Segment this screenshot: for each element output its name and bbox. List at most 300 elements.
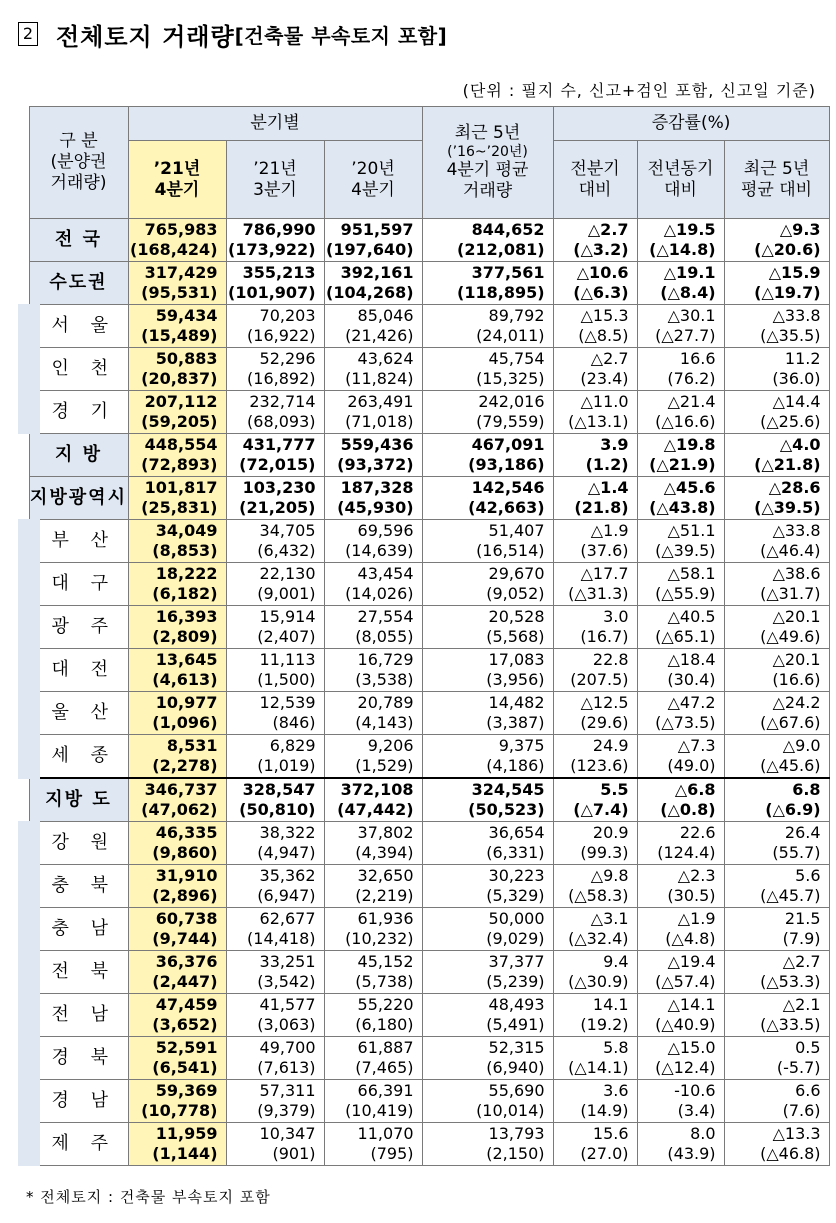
cell-vs-y [637,520,724,563]
cell-q21-4 [128,563,226,606]
value-total: △24.2 [772,693,821,712]
cell-vs-avg [724,994,829,1037]
region-label: 충 남 [29,908,128,951]
value-total: △20.1 [772,650,821,669]
value-total: △2.7 [587,220,629,239]
cell-q21-4 [128,692,226,735]
value-total: 232,714 [249,392,316,411]
value-presale: (4,394) [355,843,414,862]
value-total: △6.8 [674,780,716,799]
cell-vs-y [637,391,724,434]
cell-q21-3 [226,865,324,908]
value-presale: (4,143) [355,713,414,732]
cell-q21-3 [226,692,324,735]
cell-q21-3 [226,951,324,994]
value-presale: (118,895) [457,283,545,302]
value-total: △13.3 [772,1124,821,1143]
value-total: △4.0 [779,435,821,454]
cell-q20-4 [324,434,422,477]
value-total: 43,624 [357,349,414,368]
value-presale: (21,426) [345,326,414,345]
cell-avg5 [422,778,553,822]
value-total: △14.1 [667,995,716,1014]
value-total: 43,454 [357,564,414,583]
value-total: 3.9 [600,435,629,454]
cell-vs-y [637,262,724,305]
value-presale: (△55.9) [655,584,716,603]
value-total: △47.2 [667,693,716,712]
value-presale: (△53.3) [760,972,821,991]
cell-vs-avg [724,1080,829,1123]
cell-q20-4 [324,994,422,1037]
cell-avg5 [422,305,553,348]
value-presale: (△32.4) [568,929,629,948]
value-presale: (124.4) [657,843,716,862]
cell-avg5 [422,865,553,908]
cell-vs-y [637,908,724,951]
cell-vs-q [553,391,637,434]
cell-q21-3 [226,219,324,262]
cell-q21-4 [128,649,226,692]
value-presale: (43.9) [667,1144,716,1163]
value-total: △33.8 [772,306,821,325]
value-total: △20.1 [772,607,821,626]
value-presale: (7,613) [257,1058,316,1077]
table-row [29,305,829,348]
cell-avg5 [422,563,553,606]
cell-vs-q [553,1037,637,1080]
cell-vs-q [553,865,637,908]
cell-q20-4 [324,1123,422,1166]
value-presale: (△39.5) [754,498,821,517]
value-total: 51,407 [488,521,545,540]
value-presale: (△46.4) [760,541,821,560]
cell-vs-avg [724,563,829,606]
cell-vs-avg [724,606,829,649]
header-vs-prev-quarter: 전분기 대비 [553,141,637,219]
value-total: 6.8 [792,780,821,799]
cell-q21-4 [128,391,226,434]
value-total: △15.3 [580,306,629,325]
cell-vs-y [637,822,724,865]
value-presale: (△19.7) [754,283,821,302]
value-presale: (△25.6) [760,412,821,431]
cell-q21-3 [226,477,324,520]
cell-q21-4 [128,1123,226,1166]
cell-q20-4 [324,865,422,908]
cell-vs-avg [724,262,829,305]
value-total: 30,223 [488,866,545,885]
cell-q21-4 [128,735,226,779]
cell-q21-3 [226,994,324,1037]
cell-vs-y [637,606,724,649]
cell-q21-4 [128,520,226,563]
value-presale: (△3.2) [573,240,629,259]
value-total: △15.9 [768,263,821,282]
cell-vs-y [637,1123,724,1166]
value-total: 392,161 [340,263,414,282]
value-total: 55,220 [357,995,414,1014]
value-total: 14.1 [592,995,629,1014]
value-presale: (79,559) [476,412,545,431]
value-presale: (△31.7) [760,584,821,603]
value-presale: (6,331) [486,843,545,862]
table-row [29,1080,829,1123]
value-presale: (2,809) [152,627,218,646]
header-q20-4: ’20년 4분기 [324,141,422,219]
value-presale: (△49.6) [760,627,821,646]
region-label: 충 북 [29,865,128,908]
value-total: 346,737 [144,780,218,799]
cell-avg5 [422,822,553,865]
cell-vs-q [553,348,637,391]
value-presale: (795) [370,1144,414,1163]
cell-vs-q [553,822,637,865]
value-presale: (△6.3) [573,283,629,302]
region-label: 수도권 [29,262,128,305]
value-presale: (△14.1) [568,1058,629,1077]
value-total: 34,049 [155,521,218,540]
region-label: 울 산 [29,692,128,735]
value-presale: (21,205) [239,498,316,517]
cell-vs-y [637,305,724,348]
value-total: 467,091 [471,435,545,454]
cell-vs-avg [724,735,829,779]
cell-q21-3 [226,305,324,348]
value-presale: (104,268) [326,283,414,302]
value-presale: (3,542) [257,972,316,991]
value-presale: (△33.5) [760,1015,821,1034]
cell-q21-4 [128,219,226,262]
cell-avg5 [422,1080,553,1123]
cell-avg5 [422,908,553,951]
value-total: 10,347 [259,1124,316,1143]
value-total: △2.7 [590,349,629,368]
value-presale: (△8.5) [578,326,629,345]
cell-q21-3 [226,822,324,865]
value-presale: (5,329) [486,886,545,905]
value-presale: (△8.4) [660,283,716,302]
cell-q21-3 [226,735,324,779]
cell-q21-3 [226,520,324,563]
value-presale: (9,744) [152,929,218,948]
cell-vs-avg [724,219,829,262]
value-presale: (19.2) [580,1015,629,1034]
value-presale: (1,144) [152,1144,218,1163]
value-presale: (212,081) [457,240,545,259]
value-total: 142,546 [471,478,545,497]
header-avg5-title: 최근 5년 [454,123,521,143]
value-total: 45,152 [357,952,414,971]
value-total: 61,936 [357,909,414,928]
value-total: 8.0 [690,1124,716,1143]
value-presale: (3,387) [486,713,545,732]
value-total: △11.0 [580,392,629,411]
value-total: 372,108 [340,780,414,799]
value-presale: (3,956) [486,670,545,689]
value-total: 52,591 [155,1038,218,1057]
value-total: 17,083 [488,650,545,669]
value-total: 16,393 [155,607,218,626]
value-presale: (16.6) [772,670,821,689]
value-total: 55,690 [488,1081,545,1100]
value-presale: (△58.3) [568,886,629,905]
value-total: 13,793 [488,1124,545,1143]
cell-vs-q [553,219,637,262]
value-presale: (21.8) [574,498,629,517]
value-total: 3.6 [603,1081,629,1100]
table-row [29,434,829,477]
value-total: 36,654 [488,823,545,842]
value-total: 786,990 [242,220,316,239]
value-total: △2.7 [782,952,821,971]
value-total: 59,369 [155,1081,218,1100]
value-total: 5.5 [600,780,629,799]
value-presale: (29.6) [580,713,629,732]
cell-vs-avg [724,1123,829,1166]
cell-vs-q [553,606,637,649]
cell-vs-q [553,778,637,822]
cell-q20-4 [324,908,422,951]
value-total: 5.6 [795,866,821,885]
cell-q20-4 [324,391,422,434]
cell-vs-avg [724,305,829,348]
value-presale: (9,052) [486,584,545,603]
value-presale: (173,922) [228,240,316,259]
value-total: 11,959 [155,1124,218,1143]
cell-avg5 [422,1037,553,1080]
cell-q21-3 [226,262,324,305]
value-total: 559,436 [340,435,414,454]
value-presale: (23.4) [580,369,629,388]
header-region: 구 분 (분양권 거래량) [29,107,128,219]
cell-vs-avg [724,908,829,951]
cell-vs-y [637,649,724,692]
cell-avg5 [422,1123,553,1166]
value-presale: (16,892) [247,369,316,388]
table-row [29,649,829,692]
value-total: 6,829 [269,736,316,755]
cell-q20-4 [324,520,422,563]
value-total: 103,230 [242,478,316,497]
value-total: △1.9 [677,909,716,928]
value-total: △9.8 [590,866,629,885]
cell-avg5 [422,348,553,391]
cell-q20-4 [324,735,422,779]
cell-vs-avg [724,778,829,822]
value-total: △14.4 [772,392,821,411]
cell-vs-y [637,1080,724,1123]
value-presale: (△45.6) [760,756,821,775]
value-presale: (6,180) [355,1015,414,1034]
region-label: 경 기 [29,391,128,434]
value-presale: (10,232) [345,929,414,948]
value-total: △33.8 [772,521,821,540]
value-total: 3.0 [603,607,629,626]
value-presale: (2,896) [152,886,218,905]
value-presale: (6,541) [152,1058,218,1077]
value-total: 20.9 [592,823,629,842]
header-avg5-label: 4분기 평균 거래량 [446,160,529,201]
value-presale: (901) [272,1144,316,1163]
value-total: 62,677 [259,909,316,928]
value-presale: (16.7) [580,627,629,646]
value-presale: (△21.8) [754,455,821,474]
value-presale: (42,663) [468,498,545,517]
table-row [29,994,829,1037]
value-total: 47,459 [155,995,218,1014]
region-label: 전 국 [29,219,128,262]
cell-q20-4 [324,477,422,520]
cell-vs-q [553,951,637,994]
value-total: △38.6 [772,564,821,583]
value-presale: (7.9) [782,929,821,948]
land-transaction-table [18,106,830,1166]
value-total: 6.6 [795,1081,821,1100]
cell-vs-q [553,305,637,348]
table-row [29,520,829,563]
value-total: 15,914 [259,607,316,626]
value-presale: (5,491) [486,1015,545,1034]
value-total: 21.5 [784,909,821,928]
value-total: 61,887 [357,1038,414,1057]
value-presale: (72,893) [141,455,218,474]
value-presale: (14.9) [580,1101,629,1120]
value-total: 9,206 [367,736,414,755]
value-presale: (5,239) [486,972,545,991]
table-row [29,563,829,606]
region-label: 경 북 [29,1037,128,1080]
cell-vs-y [637,865,724,908]
value-total: △2.1 [782,995,821,1014]
cell-q21-3 [226,908,324,951]
value-total: 187,328 [340,478,414,497]
value-total: 9,375 [498,736,545,755]
table-row [29,735,829,779]
value-presale: (30.4) [667,670,716,689]
value-total: 66,391 [357,1081,414,1100]
cell-vs-avg [724,1037,829,1080]
value-presale: (846) [272,713,316,732]
region-label: 강 원 [29,822,128,865]
cell-vs-q [553,994,637,1037]
section-number: 2 [18,22,38,46]
region-label: 세 종 [29,735,128,779]
value-total: △45.6 [663,478,716,497]
value-presale: (49.0) [667,756,716,775]
cell-avg5 [422,391,553,434]
cell-q20-4 [324,563,422,606]
value-total: 20,528 [488,607,545,626]
value-total: 328,547 [242,780,316,799]
value-total: 41,577 [259,995,316,1014]
value-presale: (2,219) [355,886,414,905]
region-label: 지방광역시 [29,477,128,520]
value-presale: (△35.5) [760,326,821,345]
value-total: △2.3 [677,866,716,885]
value-presale: (14,026) [345,584,414,603]
value-total: △1.4 [587,478,629,497]
value-presale: (16,922) [247,326,316,345]
value-presale: (4,613) [152,670,218,689]
header-q21-4: ’21년 4분기 [128,141,226,219]
header-vs-prev-year: 전년동기 대비 [637,141,724,219]
cell-vs-q [553,520,637,563]
value-presale: (△4.8) [665,929,716,948]
region-label: 서 울 [29,305,128,348]
value-presale: (△45.7) [760,886,821,905]
table-row [29,606,829,649]
value-total: 5.8 [603,1038,629,1057]
cell-vs-y [637,994,724,1037]
value-total: 324,545 [471,780,545,799]
value-presale: (10,014) [476,1101,545,1120]
value-total: △19.5 [663,220,716,239]
value-total: △21.4 [667,392,716,411]
value-presale: (14,639) [345,541,414,560]
cell-q20-4 [324,1037,422,1080]
cell-vs-avg [724,822,829,865]
value-total: 317,429 [144,263,218,282]
cell-avg5 [422,735,553,779]
value-total: △1.9 [590,521,629,540]
value-presale: (△73.5) [655,713,716,732]
cell-q21-3 [226,778,324,822]
region-label: 대 전 [29,649,128,692]
value-total: 15.6 [592,1124,629,1143]
cell-vs-y [637,477,724,520]
value-presale: (1,096) [152,713,218,732]
value-presale: (△20.6) [754,240,821,259]
value-presale: (24,011) [476,326,545,345]
value-presale: (10,778) [141,1101,218,1120]
value-total: 18,222 [155,564,218,583]
value-presale: (197,640) [326,240,414,259]
value-presale: (5,738) [355,972,414,991]
value-total: 0.5 [795,1038,821,1057]
cell-q20-4 [324,219,422,262]
cell-vs-y [637,692,724,735]
cell-vs-y [637,1037,724,1080]
value-presale: (△0.8) [660,800,716,819]
value-presale: (71,018) [345,412,414,431]
cell-q21-4 [128,262,226,305]
value-presale: (6,940) [486,1058,545,1077]
cell-q21-3 [226,348,324,391]
cell-q20-4 [324,262,422,305]
value-presale: (72,015) [239,455,316,474]
cell-vs-q [553,1123,637,1166]
cell-vs-q [553,649,637,692]
value-presale: (6,432) [257,541,316,560]
value-total: 951,597 [340,220,414,239]
table-row [29,262,829,305]
cell-avg5 [422,649,553,692]
cell-avg5 [422,606,553,649]
header-q21-3: ’21년 3분기 [226,141,324,219]
value-total: 16.6 [679,349,716,368]
value-total: △17.7 [580,564,629,583]
value-presale: (△13.1) [568,412,629,431]
value-total: 38,322 [259,823,316,842]
value-total: 49,700 [259,1038,316,1057]
region-label: 부 산 [29,520,128,563]
value-presale: (1,529) [355,756,414,775]
cell-avg5 [422,219,553,262]
cell-q21-4 [128,434,226,477]
value-presale: (9,001) [257,584,316,603]
value-total: 26.4 [784,823,821,842]
